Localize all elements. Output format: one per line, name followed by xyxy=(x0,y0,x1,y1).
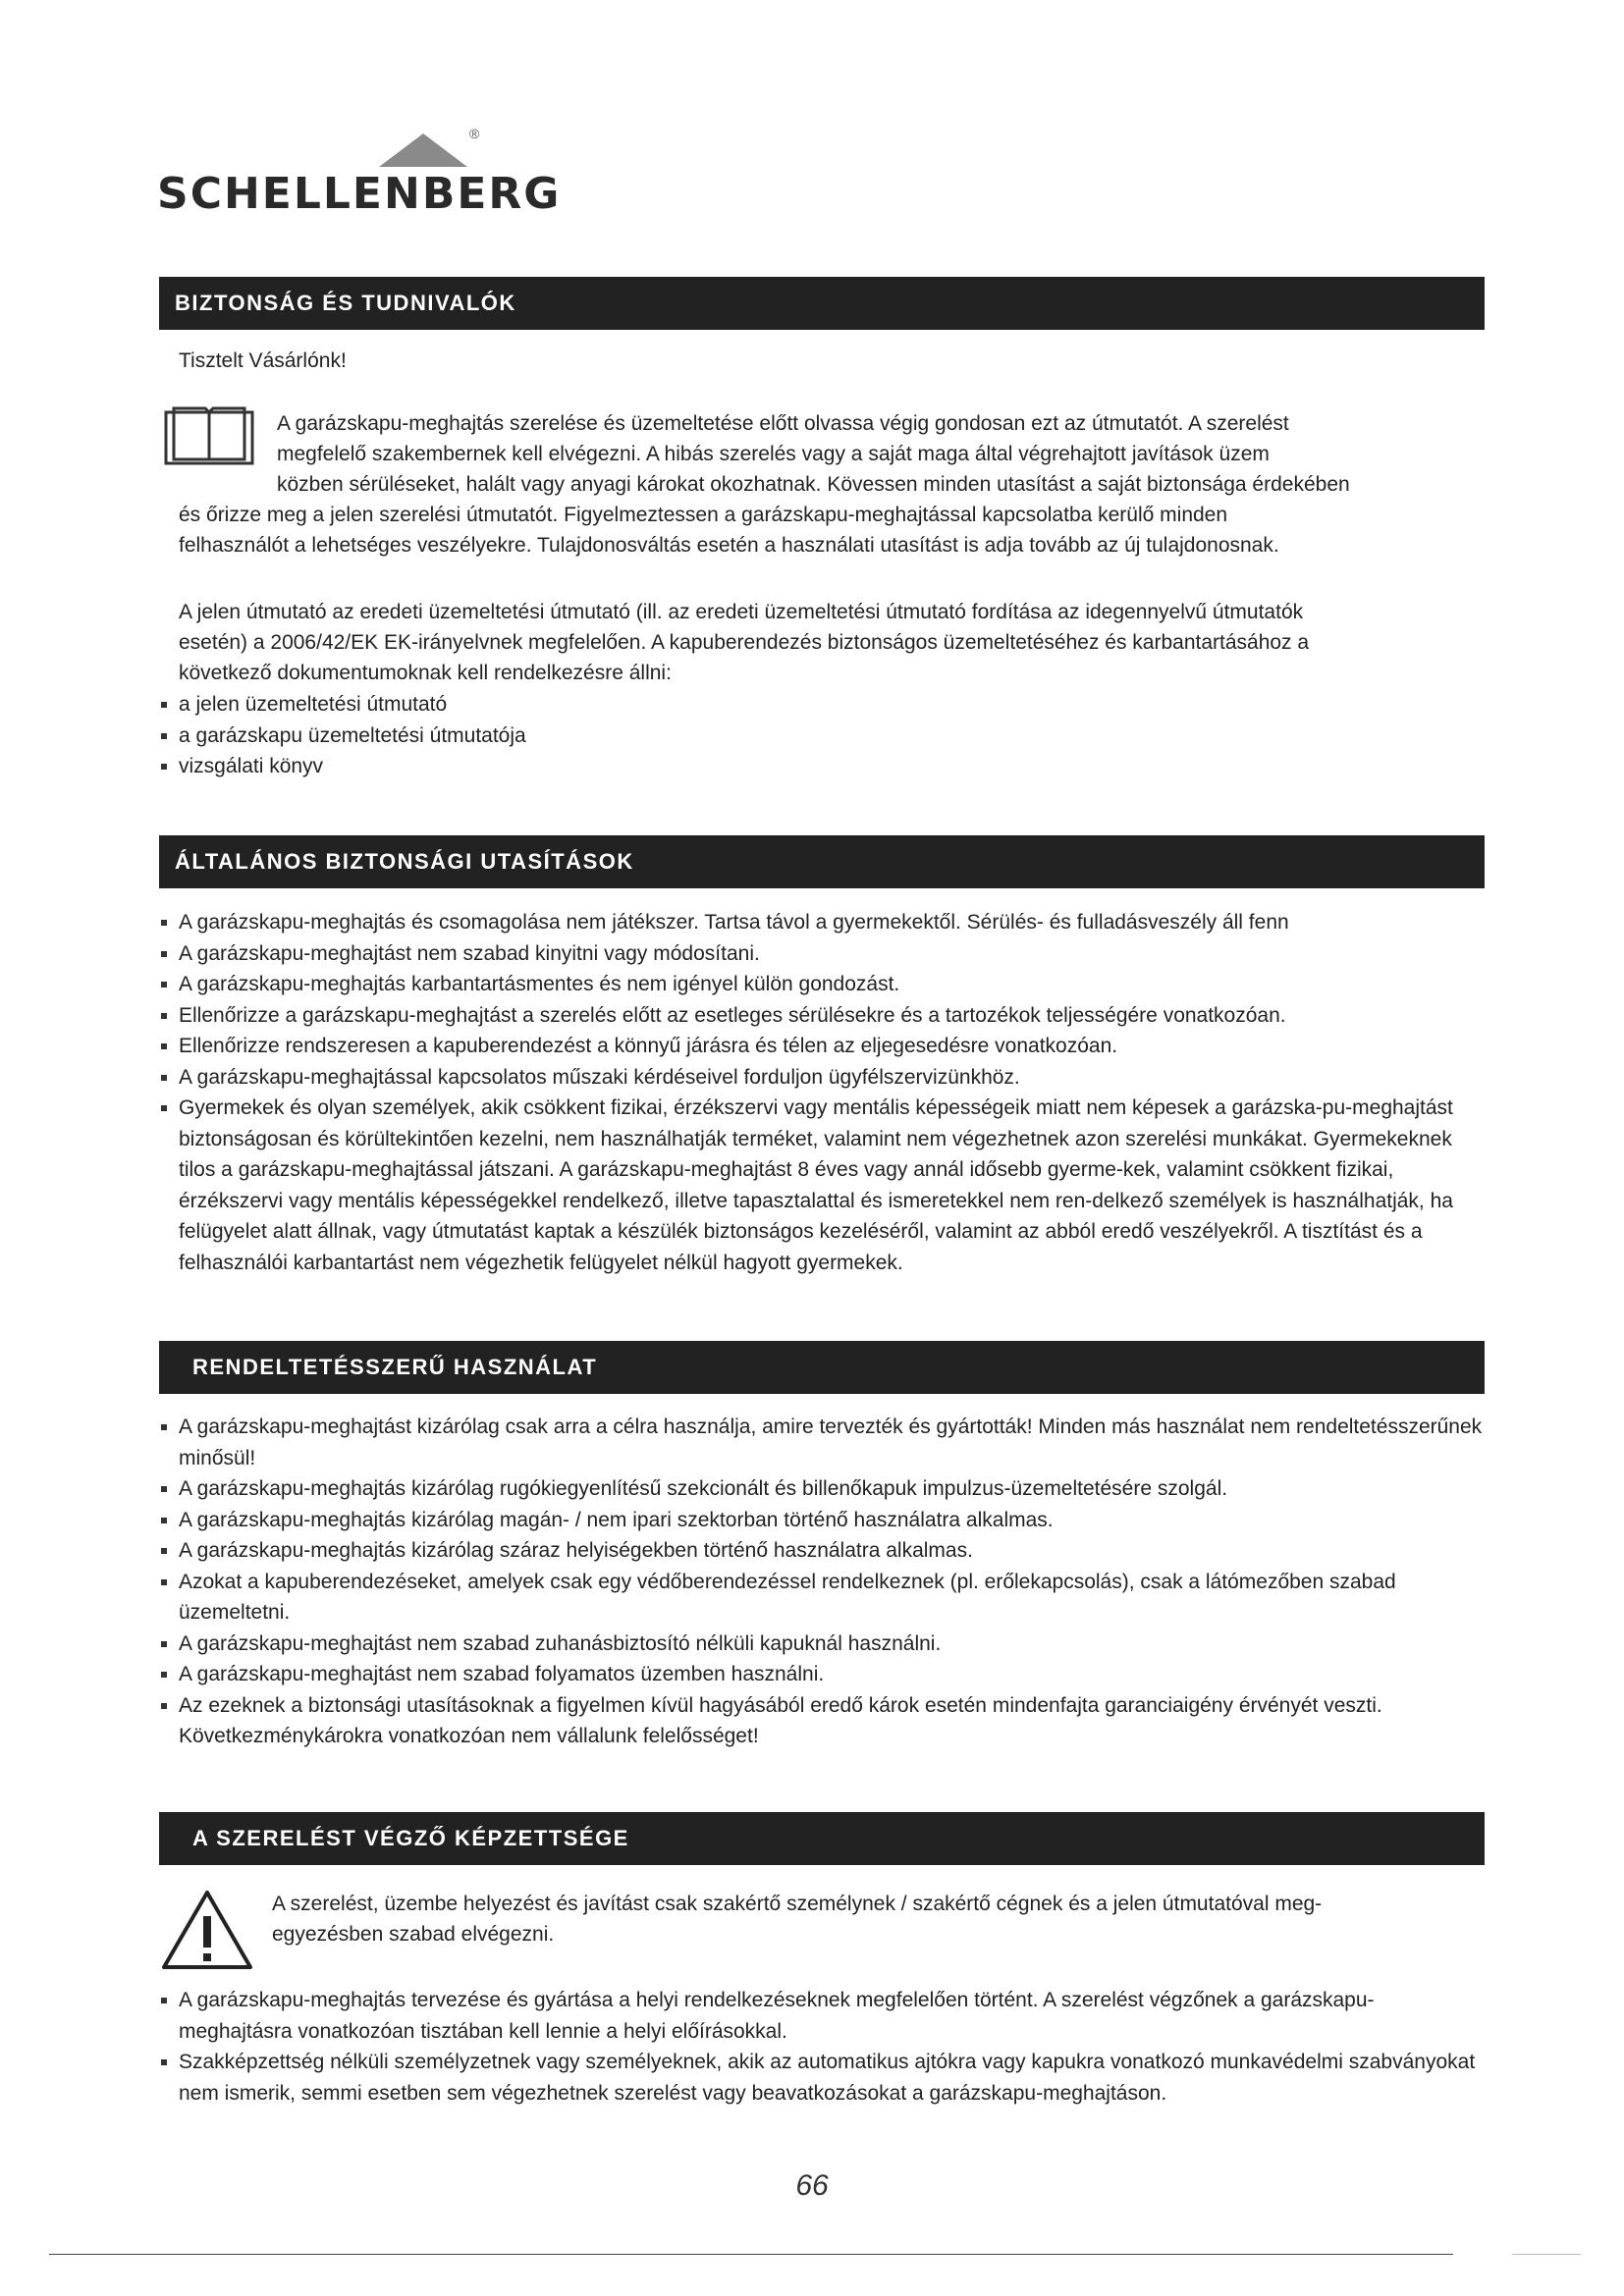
intro-line: felhasználót a lehetséges veszélyekre. Tulajdonosváltás esetén a használati utasítást is adja tovább az új tulajdonosnak. xyxy=(179,534,1279,557)
general-safety-list xyxy=(159,907,1485,1278)
intro-line: A garázskapu-meghajtás szerelése és üzemeltetése előtt olvassa végig gondosan ezt az útmutatót. A szerelést xyxy=(277,412,1289,435)
brand-logo xyxy=(157,126,562,224)
list-item: Gyermekek és olyan személyek, akik csökkent fizikai, érzékszervi vagy mentális képességeik miatt nem képesek a garázska-pu-meghajtást biztonságosan és körültekintően kezelni, nem használhatják terméket, valamint nem végezhetnek azon szerelési munkákat. Gyermekeknek tilos a garázskapu-meghajtással játszani. A garázskapu-meghajtást 8 éves vagy annál idősebb gyerme-kek, valamint csökkent fizikai, érzékszervi vagy mentális képességekkel rendelkező, illetve tapasztalattal és ismeretekkel nem ren-delkező személyek is használhatják, ha felügyelet alatt állnak, vagy útmutatást kaptak a készülék biztonságos kezeléséről, valamint az abból eredő veszélyekről. A tisztítást és a felhasználói karbantartást nem végezhetik felügyelet nélkül hagyott gyermekek. xyxy=(159,1093,1485,1278)
brand-name: SCHELLENBERG xyxy=(157,169,562,219)
qualification-list xyxy=(159,1985,1485,2109)
directive-line: következő dokumentumoknak kell rendelkezésre állni: xyxy=(179,662,672,684)
list-item: Szakképzettség nélküli személyzetnek vagy személyeknek, akik az automatikus ajtókra vagy kapukra vonatkozó munkavédelmi szabványokat nem ismerik, semmi esetben sem végezhetnek szerelést vagy beavatkozásokat a garázskapu-meghajtáson. xyxy=(159,2047,1485,2109)
warning-line: A szerelést, üzembe helyezést és javítást csak szakértő személynek / szakértő cégnek és a jelen útmutatóval meg- xyxy=(272,1893,1323,1915)
warning-line: egyezésben szabad elvégezni. xyxy=(272,1923,555,1946)
list-item: A garázskapu-meghajtás tervezése és gyártása a helyi rendelkezéseknek megfelelően történt. A szerelést végzőnek a garázskapu-meghajtásra vonatkozóan tisztában kell lennie a helyi előírásokkal. xyxy=(159,1985,1485,2047)
list-item: Ellenőrizze rendszeresen a kapuberendezést a könnyű járásra és télen az eljegesedésre vonatkozóan. xyxy=(159,1031,1485,1062)
list-item: A garázskapu-meghajtást kizárólag csak arra a célra használja, amire tervezték és gyártották! Minden más használat nem rendeltetésszerűnek minősül! xyxy=(159,1412,1485,1473)
registered-mark: ® xyxy=(469,126,480,141)
list-item: A garázskapu-meghajtás kizárólag rugókiegyenlítésű szekcionált és billenőkapuk impulzus-üzemeltetésére szolgál. xyxy=(159,1473,1485,1505)
list-item: A garázskapu-meghajtás kizárólag száraz helyiségekben történő használatra alkalmas. xyxy=(159,1535,1485,1567)
directive-line: A jelen útmutató az eredeti üzemeltetési útmutató (ill. az eredeti üzemeltetési útmutató fordítása az idegennyelvű útmutatók xyxy=(179,601,1304,623)
greeting: Tisztelt Vásárlónk! xyxy=(179,349,347,372)
directive-line: esetén) a 2006/42/EK EK-irányelvnek megfelelően. A kapuberendezés biztonságos üzemeltetéséhez és karbantartásához a xyxy=(179,631,1310,654)
footer-divider-faint xyxy=(1512,2254,1581,2255)
warning-triangle-icon xyxy=(160,1889,254,1971)
list-item: A garázskapu-meghajtást nem szabad kinyitni vagy módosítani. xyxy=(159,938,1485,970)
intro-line: közben sérüléseket, halált vagy anyagi károkat okozhatnak. Kövessen minden utasítást a saját biztonsága érdekében xyxy=(277,473,1350,496)
book-icon xyxy=(160,400,258,469)
section-title-safety: BIZTONSÁG ÉS TUDNIVALÓK xyxy=(159,277,1485,330)
list-item: A garázskapu-meghajtással kapcsolatos műszaki kérdéseivel forduljon ügyfélszervizünkhöz. xyxy=(159,1062,1485,1094)
list-item: Ellenőrizze a garázskapu-meghajtást a szerelés előtt az esetleges sérülésekre és a tartozékok teljességére vonatkozóan. xyxy=(159,1000,1485,1032)
intro-line: megfelelő szakembernek kell elvégezni. A hibás szerelés vagy a saját maga által végrehajtott javítások üzem xyxy=(277,443,1270,465)
page-number: 66 xyxy=(795,2169,829,2202)
section-title-intended-use: RENDELTETÉSSZERŰ HASZNÁLAT xyxy=(159,1341,1485,1394)
section-title-general: ÁLTALÁNOS BIZTONSÁGI UTASÍTÁSOK xyxy=(159,835,1485,888)
list-item: Azokat a kapuberendezéseket, amelyek csak egy védőberendezéssel rendelkeznek (pl. erőlekapcsolás), csak a látómezőben szabad üzemeltetni. xyxy=(159,1567,1485,1629)
list-item: a jelen üzemeltetési útmutató xyxy=(159,689,1485,721)
list-item: A garázskapu-meghajtás kizárólag magán- / nem ipari szektorban történő használatra alkalmas. xyxy=(159,1505,1485,1536)
list-item: A garázskapu-meghajtás és csomagolása nem játékszer. Tartsa távol a gyermekektől. Sérülés- és fulladásveszély áll fenn xyxy=(159,907,1485,938)
roof-logo-icon xyxy=(379,133,467,167)
intro-line: és őrizze meg a jelen szerelési útmutatót. Figyelmeztessen a garázskapu-meghajtással kapcsolatba kerülő minden xyxy=(179,504,1228,526)
list-item: A garázskapu-meghajtás karbantartásmentes és nem igényel külön gondozást. xyxy=(159,969,1485,1000)
list-item: vizsgálati könyv xyxy=(159,751,1485,782)
intended-use-list xyxy=(159,1412,1485,1752)
list-item: Az ezeknek a biztonsági utasításoknak a figyelmen kívül hagyásából eredő károk esetén mindenfajta garanciaigény érvényét veszti. Következménykárokra vonatkozóan nem vállalunk felelősséget! xyxy=(159,1690,1485,1752)
list-item: A garázskapu-meghajtást nem szabad folyamatos üzemben használni. xyxy=(159,1659,1485,1690)
section-title-qualification: A SZERELÉST VÉGZŐ KÉPZETTSÉGE xyxy=(159,1812,1485,1865)
list-item: a garázskapu üzemeltetési útmutatója xyxy=(159,721,1485,752)
documents-list xyxy=(159,689,1485,782)
list-item: A garázskapu-meghajtást nem szabad zuhanásbiztosító nélküli kapuknál használni. xyxy=(159,1629,1485,1660)
footer-divider xyxy=(49,2254,1453,2255)
